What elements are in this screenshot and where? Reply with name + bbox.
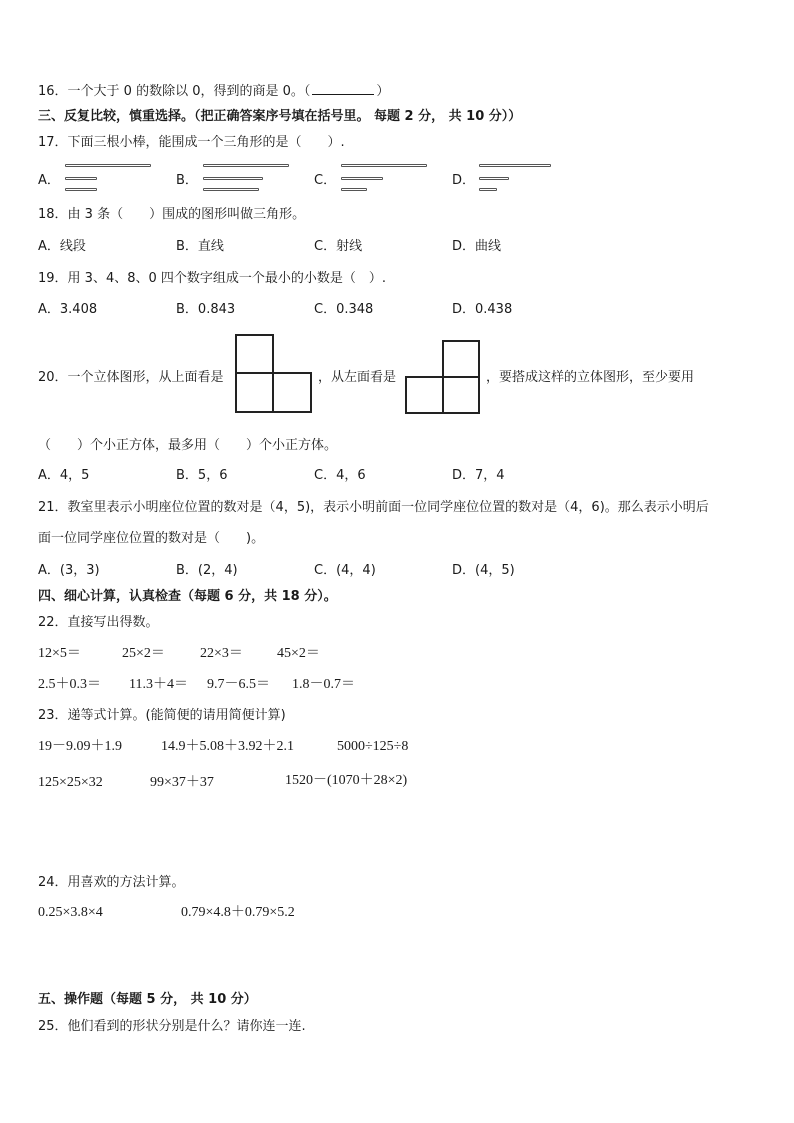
- q20-text-1: 20．一个立体图形，从上面看是: [38, 370, 224, 385]
- q19-option-c[interactable]: C．0.348: [314, 302, 374, 317]
- top-view-square-2: [236, 373, 273, 412]
- q16-close: ）: [376, 84, 390, 99]
- q17-option-d[interactable]: D．: [452, 173, 476, 188]
- q17-option-b[interactable]: B．: [176, 173, 198, 188]
- section-5-title: 五、操作题（每题 5 分， 共 10 分）: [38, 992, 257, 1007]
- question-16: [38, 82, 389, 101]
- q22-item-6: 11.3＋4＝: [129, 677, 188, 692]
- question-17-stem: 17．下面三根小棒，能围成一个三角形的是（ ）.: [38, 135, 345, 150]
- q20-option-a[interactable]: A．4，5: [38, 468, 90, 483]
- q17-c-stick-3: [341, 188, 367, 191]
- section-3-title: 三、反复比较，慎重选择。（把正确答案序号填在括号里。 每题 2 分， 共 10 分））: [38, 109, 522, 124]
- q20-text-3: ，要搭成这样的立体图形，至少要用: [486, 370, 695, 385]
- q16-text: 16．一个大于 0 的数除以 0，得到的商是 0。（: [38, 84, 311, 99]
- q22-item-1: 12×5＝: [38, 646, 81, 661]
- q23-item-4: 125×25×32: [38, 775, 103, 790]
- q17-b-stick-1: [203, 164, 289, 167]
- q21-option-a[interactable]: A．(3，3): [38, 563, 100, 578]
- top-view-square-3: [273, 373, 311, 412]
- q22-item-4: 45×2＝: [277, 646, 320, 661]
- q24-item-1: 0.25×3.8×4: [38, 905, 103, 920]
- q17-b-stick-3: [203, 188, 259, 191]
- q17-a-stick-3: [65, 188, 97, 191]
- q23-item-6: 1520－(1070＋28×2): [285, 773, 408, 788]
- question-18-stem: 18．由 3 条（ ）围成的图形叫做三角形。: [38, 207, 306, 222]
- question-22-stem: 22．直接写出得数。: [38, 615, 159, 630]
- q17-d-stick-2: [479, 177, 509, 180]
- question-24-stem: 24．用喜欢的方法计算。: [38, 875, 185, 890]
- q17-a-stick-1: [65, 164, 151, 167]
- q21-option-b[interactable]: B．(2，4): [176, 563, 238, 578]
- q20-option-c[interactable]: C．4，6: [314, 468, 366, 483]
- q20-option-b[interactable]: B．5，6: [176, 468, 228, 483]
- q22-item-3: 22×3＝: [200, 646, 243, 661]
- q17-c-stick-2: [341, 177, 383, 180]
- q17-d-stick-1: [479, 164, 551, 167]
- q18-option-d[interactable]: D．曲线: [452, 239, 502, 254]
- question-19-stem: 19．用 3、4、8、0 四个数字组成一个最小的小数是（ ）.: [38, 271, 387, 286]
- left-view-figure: [405, 340, 481, 414]
- left-view-square-3: [443, 377, 479, 413]
- top-view-square-1: [236, 335, 273, 373]
- question-25-stem: 25．他们看到的形状分别是什么？请你连一连.: [38, 1019, 306, 1034]
- q18-option-a[interactable]: A．线段: [38, 239, 86, 254]
- q24-item-2: 0.79×4.8＋0.79×5.2: [181, 905, 295, 920]
- top-view-figure: [235, 334, 313, 414]
- q23-item-1: 19－9.09＋1.9: [38, 739, 122, 754]
- q17-option-c[interactable]: C．: [314, 173, 337, 188]
- q19-option-b[interactable]: B．0.843: [176, 302, 236, 317]
- q23-item-3: 5000÷125÷8: [337, 739, 409, 754]
- q22-item-8: 1.8－0.7＝: [292, 677, 355, 692]
- q21-option-d[interactable]: D．(4，5): [452, 563, 515, 578]
- q17-a-stick-2: [65, 177, 97, 180]
- q17-d-stick-3: [479, 188, 497, 191]
- q20-option-d[interactable]: D．7，4: [452, 468, 505, 483]
- left-view-square-2: [406, 377, 443, 413]
- q19-option-d[interactable]: D．0.438: [452, 302, 513, 317]
- q16-answer-blank[interactable]: [312, 82, 374, 95]
- q18-option-b[interactable]: B．直线: [176, 239, 224, 254]
- section-4-title: 四、细心计算，认真检查（每题 6 分，共 18 分）。: [38, 589, 337, 604]
- q21-line-2: 面一位同学座位位置的数对是（ )。: [38, 531, 265, 546]
- q23-item-5: 99×37＋37: [150, 775, 214, 790]
- q20-text-2: ，从左面看是: [318, 370, 397, 385]
- q22-item-7: 9.7－6.5＝: [207, 677, 270, 692]
- q21-line-1: 21．教室里表示小明座位位置的数对是（4，5)，表示小明前面一位同学座位位置的数对是（4，6)。那么表示小明后: [38, 500, 709, 515]
- left-view-square-1: [443, 341, 479, 377]
- q23-item-2: 14.9＋5.08＋3.92＋2.1: [161, 739, 294, 754]
- q20-text-4: （ ）个小正方体，最多用（ ）个小正方体。: [38, 438, 338, 453]
- q21-option-c[interactable]: C．(4，4): [314, 563, 376, 578]
- q17-c-stick-1: [341, 164, 427, 167]
- question-23-stem: 23．递等式计算。(能简便的请用简便计算): [38, 708, 286, 723]
- q19-option-a[interactable]: A．3.408: [38, 302, 98, 317]
- q17-b-stick-2: [203, 177, 263, 180]
- q22-item-5: 2.5＋0.3＝: [38, 677, 101, 692]
- q17-option-a[interactable]: A．: [38, 173, 60, 188]
- q18-option-c[interactable]: C．射线: [314, 239, 363, 254]
- q22-item-2: 25×2＝: [122, 646, 165, 661]
